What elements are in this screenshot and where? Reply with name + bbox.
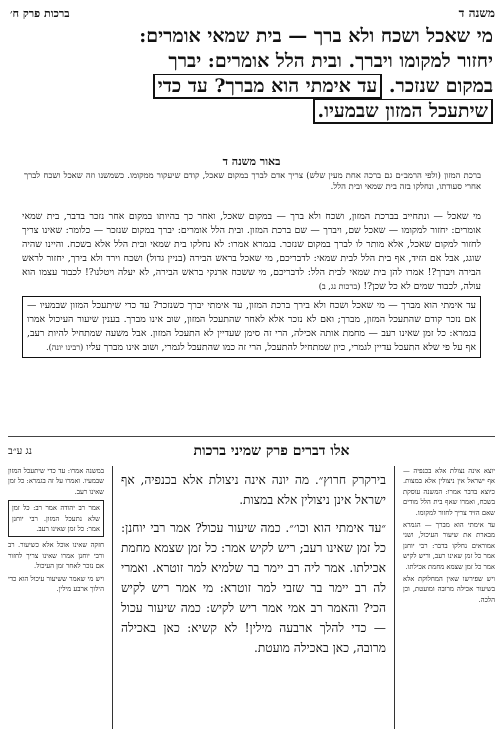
- explanation-title: באור משנה ד: [222, 155, 281, 168]
- talmud-title: אלו דברים פרק שמיני ברכות: [193, 442, 350, 459]
- mishnah-line: במקום שנזכר.: [388, 75, 493, 97]
- mishnah-boxed-text: שיתעכל המזון שבמעיו.: [313, 99, 493, 124]
- commentary-paragraph: במשנה אמרו: עד כדי שיתעכל המזון שבמעיו. ואמרו על זה בגמרא: כל זמן שאינו רעב.: [8, 467, 104, 496]
- mishnah-line-with-box: [14, 74, 493, 99]
- commentary-right-column: [403, 466, 495, 729]
- commentary-paragraph: ויש שפירשו שאין המחלוקת אלא בשיעור אכילה מרובה ומועטת, וכן הלכה.: [403, 575, 495, 604]
- talmud-main-text: [112, 466, 395, 729]
- mishnah-line-with-box: [14, 99, 493, 124]
- explanation-boxed-paragraph: עד אימתי הוא מברך — מי שאכל ושכח ולא בירך ברכת המזון, עד אימתי יברך כשנזכר? עד כדי שיתעכל המזון שבמעיו — אם נזכר קודם שהתעכל המזון, מברך; ואם לא נזכר אלא לאחר שהתעכל המזון, שוב אינו מברך. בענין שיעור העיכול אמרו בגמרא: כל זמן שאינו רעב — מחמת אותה אכילה, הרי זה סימן שעדיין לא התעכל המזון. אבל משעה שמתחיל להיות רעב, אף על פי שלא התעכל עדיין לגמרי, כיון שמתחיל להתעכל, הרי זה כמו שהתעכל לגמרי, ושוב אינו מברך עליו (רבינו יונה).: [22, 296, 481, 358]
- commentary-paragraph: חזקה שאינו אוכל אלא כשיעור. רב ורבי יוחנן אמרו שאינו צריך לחזור אם נזכר לאחר זמן העיכול.: [8, 541, 104, 571]
- mishnah-line: מי שאכל ושכח ולא ברך — בית שמאי אומרים:: [139, 25, 493, 47]
- commentary-paragraph: יוצא אינה נצולת אלא בכנפיה — אף ישראל אין ניצולין אלא במצות. כיוצא בדבר אמרו: המשנה עוסקת בשכח, ואמרו שאף בית הלל מודים שאם הזיד צריך לחזור למקומו.: [403, 467, 495, 517]
- explanation-body: [22, 210, 481, 358]
- talmud-page-number: נג ע״ב: [8, 445, 33, 457]
- running-header: [10, 4, 495, 22]
- commentary-paragraph: ויש מי שאמר ששיעור עיכול הוא כדי הילוך ארבע מילין.: [8, 574, 104, 594]
- explanation-paragraph: מי שאכל — ונתחייב בברכת המזון, ושכח ולא ברך — במקום שאכל, ואחר כך בהיותו במקום אחר נזכר בדבר, בית שמאי אומרים: יחזור למקומו — שאכל שם, ויברך — שם ברכת המזון. ובית הלל אומרים: יברך במקום שנזכר — כלומר: שאינו צריך לחזור למקום שאכל, אלא מותר לו לברך במקום שנזכר. בגמרא אמרו: לא נחלקו בית שמאי ובית הלל אלא בשכח. והיינו שהיה שוגג, אבל אם הזיד, אף בית הלל לבית שמאי: לדבריכם, מי שאכל בראש הבירה (בניין גדול) ושכח וירד ולא בירך, יחזור לראש הבירה ויברך?! אמרו להן בית שמאי לבית הלל: לדבריכם, מי ששכח ארנקי בראש הבירה, לא יעלה ויטלנו?! לכבוד עצמו הוא עולה, לכבוד שמים לא כל שכן?! (ברכות נג, ב): [22, 211, 481, 292]
- mishnah-line: יחזור למקומו ויברך. ובית הלל אומרים: יברך: [168, 50, 493, 72]
- section-divider: [8, 436, 495, 437]
- page-label: משנה ד: [458, 5, 495, 20]
- commentary-left-column: [8, 466, 104, 729]
- talmud-header: [8, 440, 495, 462]
- mishnah-boxed-text: עד אימתי הוא מברך? עד כדי: [153, 74, 382, 99]
- explanation-intro: ברכת המזון (ולפי הרמב״ם גם ברכה אחת מעין שלש) צריך אדם לברך במקום שאכל, קודם שיעקור ממקומו. כשמשנו וזה שאכל ושכח לברך אחרי סעודתו, ונחלקו בזה בית שמאי ובית הלל.: [24, 170, 481, 191]
- talmud-paragraph: ״עד אימתי הוא וכו׳״. כמה שיעור עכול? אמר רבי יוחנן: כל זמן שאינו רעב; ריש לקיש אמר: כל זמן שצמא מחמת אכילתו. אמר ליה רב יימר בר שלמיא למר זוטרא. ואמרי לה רב יימר בר שזבי למר זוטרא: מי אמר ריש לקיש הכי? והאמר רב אמי אמר ריש לקיש: כמה שיעור עכול — כדי להלך ארבעה מילין! לא קשיא: כאן באכילה מרובה, כאן באכילה מועטת.: [121, 521, 386, 655]
- source-reference: (ברכות נג, ב): [318, 282, 361, 291]
- talmud-paragraph: בירקרק חרוץ״. מה יונה אינה ניצולת אלא בכנפיה, אף ישראל אינן ניצולין אלא במצות.: [121, 473, 386, 507]
- commentary-boxed-note: אמר רב יהודה אמר רב: כל זמן שלא נתעכל המזון. רבי יוחנן אמר: כל זמן שאינו רעב.: [8, 500, 104, 537]
- commentary-paragraph: עד אימתי הוא מברך — הגמרא מבארת את שיעור העיכול, ושני אמוראים נחלקו בדבר: רבי יוחנן אמר כל זמן שאינו רעב, וריש לקיש אמר כל זמן שצמא מחמת אכילתו.: [403, 521, 495, 571]
- source-reference: (רבינו יונה).: [46, 343, 84, 352]
- mishnah-text: [14, 24, 493, 124]
- chapter-label: ברכות פרק ח׳: [10, 6, 70, 20]
